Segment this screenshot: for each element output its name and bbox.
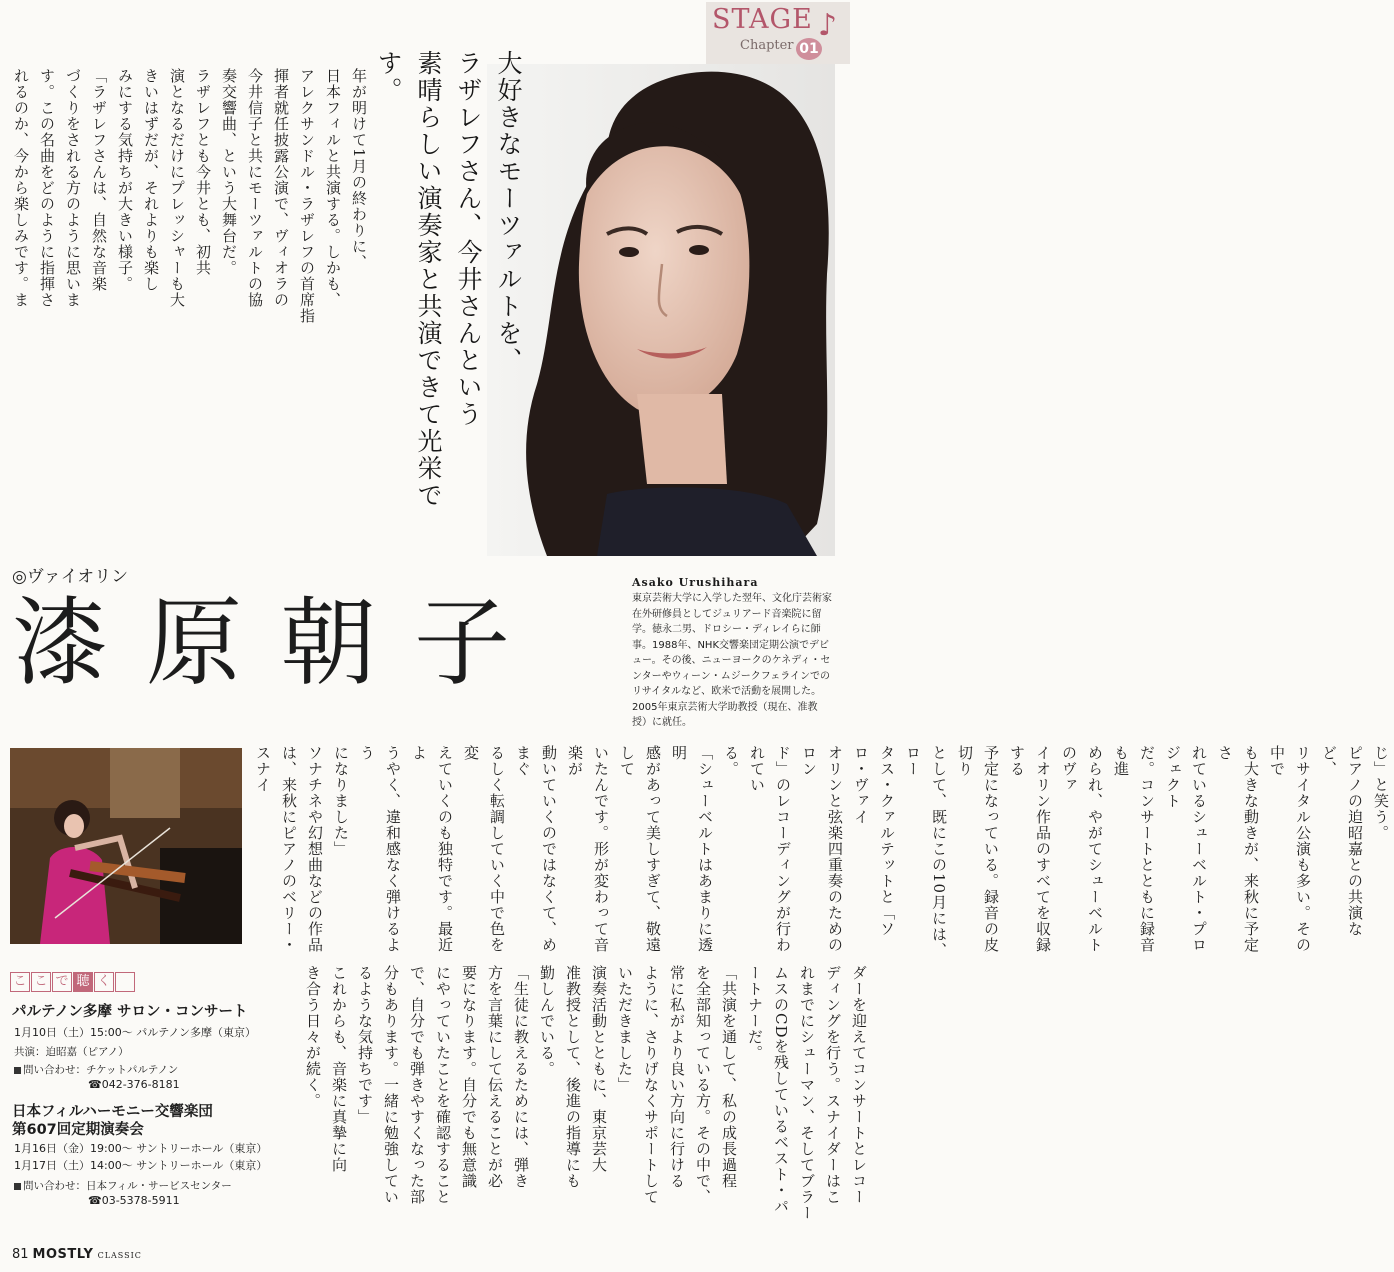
page-footer (12, 1247, 142, 1262)
concert-title: 日本フィルハーモニー交響楽団 (12, 1104, 213, 1120)
concert-date: 1月10日（土）15:00～ パルテノン多摩（東京） (14, 1026, 256, 1039)
concert-note: 共演：迫昭嘉（ピアノ） (14, 1046, 129, 1058)
tag-char (115, 972, 135, 992)
tag-char: で (52, 972, 72, 992)
tag-char: こ (31, 972, 51, 992)
artist-bio: 東京芸術大学に入学した翌年、文化庁芸術家在外研修員としてジュリアード音楽院に留学。徳永二男、ドロシー・ディレイらに師事。1988年、NHK交響楽団定期公演でデビュー。その後、ニューヨークのケネディ・センターやウィーン・ムジークフェラインでのリサイタルなど、欧米で活動を展開した。2005年東京芸術大学助教授（現在、准教授）に就任。 (632, 593, 832, 728)
artist-name: 漆原朝子 (12, 587, 548, 699)
concert-subtitle: 第607回定期演奏会 (12, 1122, 144, 1138)
page-number: 81 (12, 1247, 29, 1262)
concert-contact: 問い合わせ：日本フィル・サービスセンター (14, 1178, 232, 1193)
concert-phone: ☎03-5378-5911 (88, 1194, 180, 1207)
chapter-label: Chapter (740, 38, 794, 53)
concert-date: 1月17日（土）14:00～ サントリーホール（東京） (14, 1159, 268, 1172)
artist-romaji: Asako Urushihara (632, 576, 759, 589)
portrait-photo (487, 64, 835, 556)
magazine-subname: CLASSIC (97, 1251, 142, 1260)
intro-text: 年が明けて1月の終わりに、 日本フィルと共演する。しかも、 アレクサンドル・ラザレフの首席指 揮者就任披露公演で、ヴィオラの 今井信子と共にモーツァルトの協 奏交響曲、という大舞台だ。 ラザレフとも今井とも、初共 演となるだけにプレッシャーも大 きいはずだが、それよりも楽し みにする気持ちが大きい様子。 「ラザレフさんは、自然な音楽 づくりをされる方のように思いま す。この名曲をどのように指揮さ れるのか、今から楽しみです。ま (12, 68, 368, 324)
bullet-square-icon (14, 1067, 21, 1074)
concert-contact: 問い合わせ：チケットパルテノン (14, 1062, 178, 1077)
concert-title: パルテノン多摩 サロン・コンサート (12, 1004, 248, 1020)
tag-char: こ (10, 972, 30, 992)
violin-performance-photo (10, 748, 242, 944)
tag-char: く (94, 972, 114, 992)
tag-char: 聴 (73, 972, 93, 992)
music-note-icon: ♪ (818, 8, 838, 43)
bullet-square-icon (14, 1183, 21, 1190)
category-label: ◎ヴァイオリン (12, 567, 129, 587)
stage-heading: STAGE (712, 4, 813, 35)
magazine-name: MOSTLY (32, 1247, 94, 1262)
concert-phone: ☎042-376-8181 (88, 1078, 180, 1091)
headline: 大好きなモーツァルトを、 ラザレフさん、今井さんという 素晴らしい演奏家と共演できて光栄です。 (374, 50, 523, 509)
chapter-number-badge: 01 (796, 38, 822, 60)
article-bottom: ダーを迎えてコンサートとレコー ディングを行う。スナイダーはこ れまでにシューマン、そしてブラー ムスのCDを残しているベスト・パ ートナーだ。 「共演を通して、私の成長過程 を全部知っている方。その中で、 常に私がより良い方向に行ける ように、さりげなくサポートして いただきました」 演奏活動とともに、東京芸大 准教授として、後進の指導にも 勤しんでいる。 「生徒に教えるためには、弾き 方を言葉にして伝えることが必 要になります。自分でも無意識 にやっていたことを確認すること で、自分でも弾きやすくなった部 分もあります。一緒に勉強してい るような気持ちです」 これからも、音楽に真摯に向 き合う日々が続く。 (304, 965, 868, 1221)
article-middle: じ」と笑う。 ピアノの迫昭嘉との共演など、 リサイタル公演も多い。その中で も大きな動きが、来秋に予定さ れているシューベルト・プロジェクト だ。コンサートとともに録音も進 められ、やがてシューベルトのヴァ イオリン作品のすべてを収録する 予定になっている。録音の皮切り として、既にこの10月には、ロー タス・クァルテットと「ソロ・ヴァイ オリンと弦楽四重奏のためのロン ド」のレコーディングが行われてい る。 「シューベルトはあまりに透明 感があって美しすぎて、敬遠して いたんです。形が変わって音楽が 動いていくのではなくて、めまぐ るしく転調していく中で色を変 えていくのも独特です。最近よ うやく、違和感なく弾けるよう になりました」 ソナチネや幻想曲などの作品 は、来秋にピアノのベリー・スナイ (254, 745, 1390, 959)
concert-date: 1月16日（金）19:00～ サントリーホール（東京） (14, 1142, 268, 1155)
listen-here-tag (10, 972, 136, 992)
